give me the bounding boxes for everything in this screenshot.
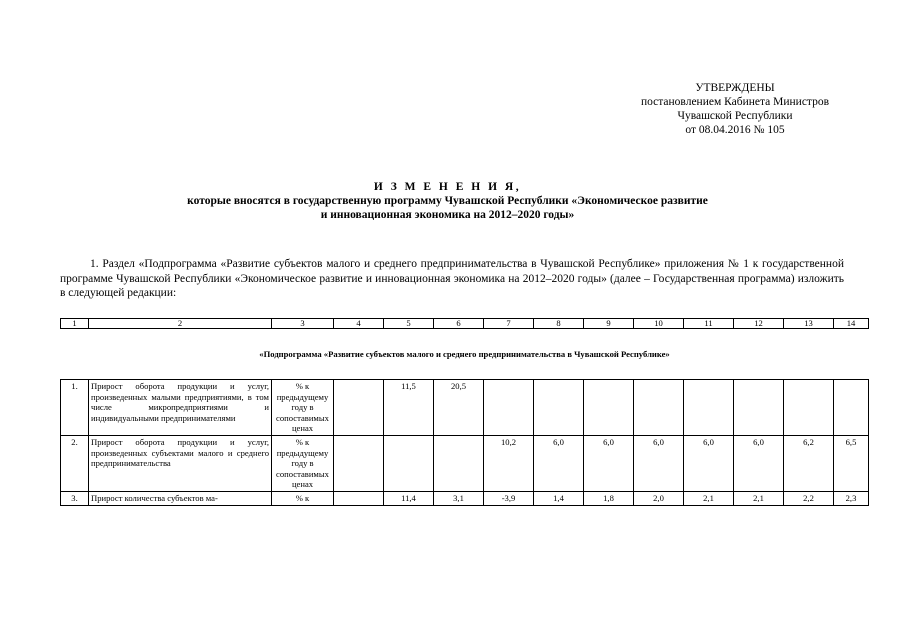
indicator-value: 6,0: [584, 435, 634, 491]
indicator-value: 10,2: [484, 435, 534, 491]
table-row: [61, 380, 869, 436]
indicator-unit: % к предыдущему году в сопоставимых ценах: [272, 435, 334, 491]
indicator-name: Прирост оборота продукции и услуг, произведенных субъектами малого и среднего предпринимательства: [89, 435, 272, 491]
indicator-value: [334, 380, 384, 436]
row-number: 1.: [61, 380, 89, 436]
indicator-value: 2,2: [784, 491, 834, 505]
indicator-value: 6,0: [534, 435, 584, 491]
column-number: 10: [634, 319, 684, 329]
indicator-value: 2,0: [634, 491, 684, 505]
indicator-value: 2,3: [834, 491, 869, 505]
indicator-name: Прирост количества субъектов ма-: [89, 491, 272, 505]
approval-date: от 08.04.2016 № 105: [685, 124, 785, 136]
row-number: 2.: [61, 435, 89, 491]
indicator-value: [834, 380, 869, 436]
indicator-value: [534, 380, 584, 436]
column-number-row: [61, 319, 869, 329]
document-heading: [60, 180, 835, 222]
column-number: 4: [334, 319, 384, 329]
table-row: [61, 491, 869, 505]
subprogram-row: [61, 329, 869, 380]
indicator-value: 2,1: [684, 491, 734, 505]
column-number: 1: [61, 319, 89, 329]
column-number: 3: [272, 319, 334, 329]
indicator-value: [334, 491, 384, 505]
indicator-value: 6,0: [684, 435, 734, 491]
column-number: 8: [534, 319, 584, 329]
document-title: И З М Е Н Е Н И Я,: [373, 181, 522, 193]
indicator-value: [784, 380, 834, 436]
subprogram-title: «Подпрограмма «Развитие субъектов малого и среднего предпринимательства в Чувашской Республике»: [61, 329, 869, 380]
indicator-unit: % к предыдущему году в сопоставимых ценах: [272, 380, 334, 436]
indicator-value: 11,4: [384, 491, 434, 505]
document-subtitle: и инновационная экономика на 2012–2020 годы»: [320, 209, 575, 221]
approval-line: Чувашской Республики: [677, 110, 793, 122]
indicator-value: 6,2: [784, 435, 834, 491]
indicator-value: 6,0: [634, 435, 684, 491]
indicator-unit: % к: [272, 491, 334, 505]
indicator-value: [384, 435, 434, 491]
indicator-value: -3,9: [484, 491, 534, 505]
approval-block: [600, 81, 870, 137]
approval-title: УТВЕРЖДЕНЫ: [695, 82, 775, 94]
column-number: 11: [684, 319, 734, 329]
indicator-value: 3,1: [434, 491, 484, 505]
indicator-value: [734, 380, 784, 436]
indicator-value: 20,5: [434, 380, 484, 436]
column-number: 14: [834, 319, 869, 329]
indicator-value: 1,8: [584, 491, 634, 505]
indicator-value: 2,1: [734, 491, 784, 505]
indicator-value: 11,5: [384, 380, 434, 436]
column-number: 2: [89, 319, 272, 329]
column-number: 6: [434, 319, 484, 329]
indicator-value: 6,5: [834, 435, 869, 491]
table-row: [61, 435, 869, 491]
indicator-value: 1,4: [534, 491, 584, 505]
row-number: 3.: [61, 491, 89, 505]
indicators-table: [60, 318, 869, 506]
indicator-value: 6,0: [734, 435, 784, 491]
column-number: 9: [584, 319, 634, 329]
document-subtitle: которые вносятся в государственную программу Чувашской Республики «Экономическое развитие: [187, 195, 708, 207]
approval-line: постановлением Кабинета Министров: [640, 96, 830, 108]
column-number: 12: [734, 319, 784, 329]
indicator-value: [684, 380, 734, 436]
indicator-value: [334, 435, 384, 491]
column-number: 5: [384, 319, 434, 329]
body-paragraph: 1. Раздел «Подпрограмма «Развитие субъектов малого и среднего предпринимательства в Чувашской Республике» приложения № 1 к государственной программе Чувашской Республики «Экономическое развитие и инновационная экономика на 2012–2020 годы» (далее – Государственная программа) изложить в следующей редакции:: [60, 258, 844, 299]
indicator-value: [484, 380, 534, 436]
indicator-value: [434, 435, 484, 491]
indicator-name: Прирост оборота продукции и услуг, произведенных малыми предприятиями, в том числе микропредприятиями и индивидуальными предпринимателями: [89, 380, 272, 436]
column-number: 7: [484, 319, 534, 329]
indicator-value: [634, 380, 684, 436]
column-number: 13: [784, 319, 834, 329]
indicator-value: [584, 380, 634, 436]
